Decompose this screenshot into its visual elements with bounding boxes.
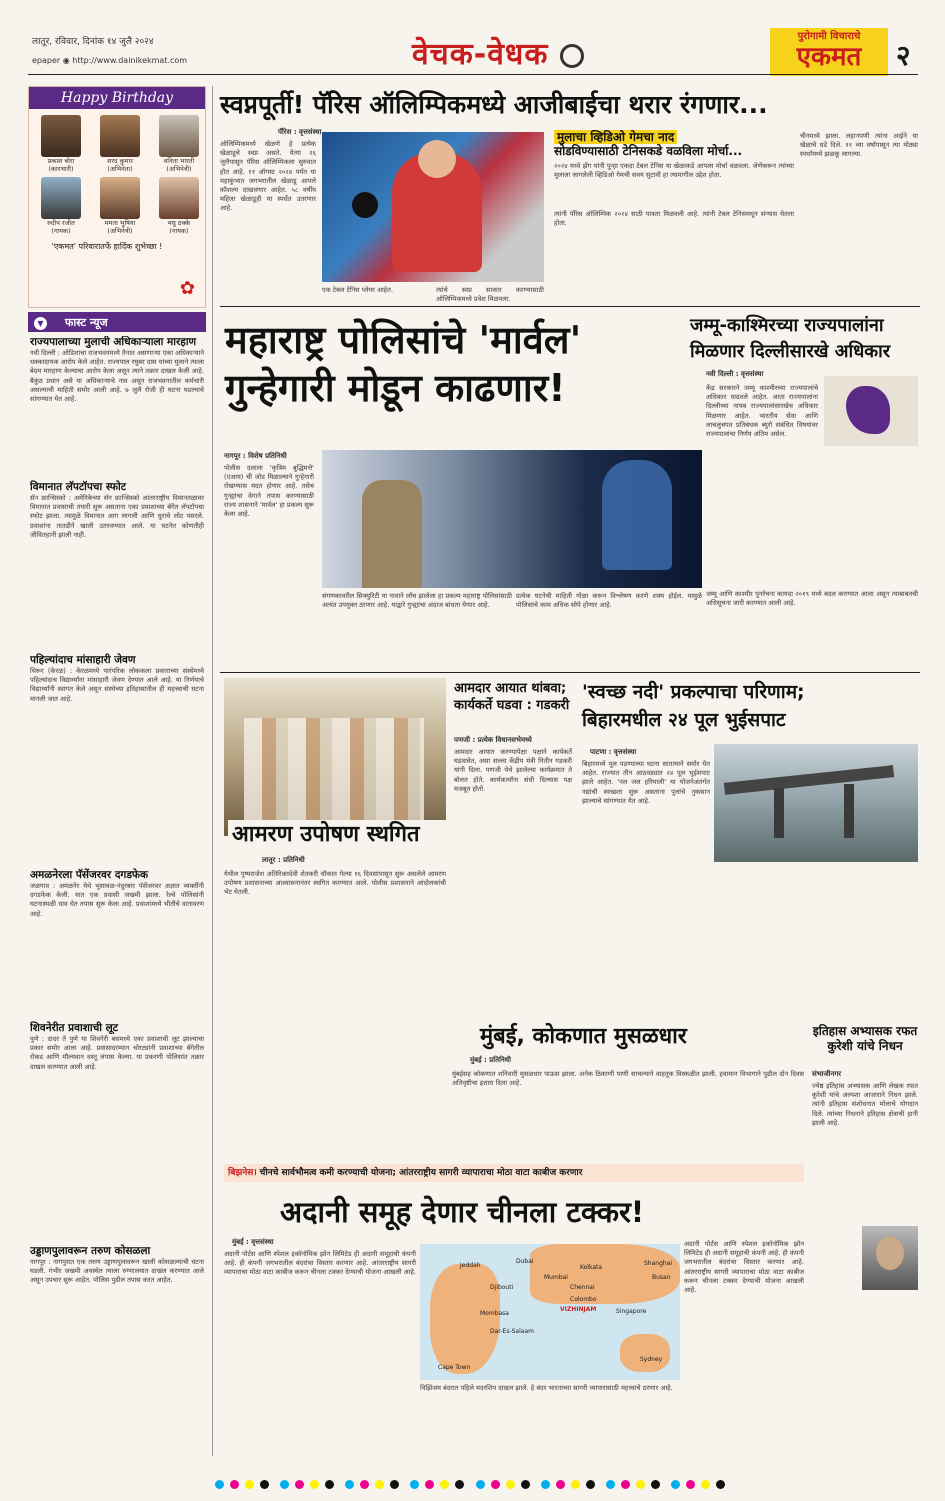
globe-icon: ◉ — [62, 56, 70, 65]
avatar — [159, 115, 199, 157]
africa-landmass — [430, 1264, 500, 1374]
marvel-body: प्रत्येक घटनेची माहिती गोळा करून विश्लेषण करणे शक्य होईल. यामुळे पोलिसांचे काम अधिक सोपे होणार आहे. — [516, 592, 702, 610]
map-label: Cape Town — [438, 1364, 471, 1371]
map-label: Colombo — [570, 1296, 597, 1303]
news-body: सॅन फ्रान्सिस्को : अमेरिकेच्या सॅन फ्रान्सिस्को आंतरराष्ट्रीय विमानतळावर विमानात प्रवासाची तयारी सुरू असताना एका प्रवाशाच्या बॅगेत लॅपटॉपचा स्फोट झाला. त्यामुळे विमानात आग लागली आणि धुराचे लोट पसरले. प्रवाशांना तातडीने खाली उतरवण्यात आले. या घटनेत कोणतीही जीवितहानी झाली नाही. — [30, 494, 204, 539]
bihar-dateline: पाटणा : वृत्तसंस्था — [590, 748, 637, 756]
person-role: (अभिनेता) — [107, 165, 133, 173]
player-head — [418, 140, 456, 178]
avatar — [100, 115, 140, 157]
bridge-pillar — [844, 784, 854, 838]
birthday-person — [92, 115, 148, 173]
kicker-line-a: मुलाचा व्हिडिओ गेमचा नाद — [554, 130, 677, 144]
map-label: Mumbai — [544, 1274, 568, 1281]
olympics-body: त्यांनी पॅरिस ऑलिम्पिक २०२४ साठी पात्रता मिळवली आहे. त्यांनी टेबल टेनिसमधून संन्यास घेतला होता. — [554, 210, 794, 228]
fast-news-header — [28, 312, 206, 332]
rain-headline: मुंबई, कोकणात मुसळधार — [480, 1024, 687, 1049]
kicker-body: २०२४ मध्ये झेंग यांनी पुन्हा एकदा टेबल टेनिस या खेळाकडे आपला मोर्चा वळवला. जेणेकरून त्यांच्या मुलाला लागलेली व्हिडिओ गेमची सवय सुटावी हा त्यामागील उद्देश होता. — [554, 162, 794, 180]
marvel-body: पोलीस दलाला 'कृत्रिम बुद्धिमत्ते' (एआय) ची जोड मिळाल्याने गुन्हेगारी रोखण्यास मदत होणार आहे. तसेच गुन्ह्यांचा वेगाने तपास करण्यासाठी राज्य शासनाने 'मार्वल' हा प्रकल्प सुरू केला आहे. — [224, 464, 314, 519]
jk-headline-1: जम्मू-काश्मिरच्या राज्यपालांना — [690, 315, 884, 336]
news-title: विमानात लॅपटॉपचा स्फोट — [30, 481, 127, 493]
qureshi-dateline: संभाजीनगर — [812, 1070, 842, 1078]
birthday-person — [33, 177, 89, 235]
business-body: विझिंजम बंदरात पहिले मदरशिप दाखल झाले. हे बंदर भारताच्या सागरी व्यापारासाठी महत्त्वाचे ठरणार आहे. — [420, 1384, 673, 1392]
map-label: Sydney — [640, 1356, 663, 1363]
website-link[interactable]: http://www.dainikekmat.com — [72, 56, 188, 65]
business-strap-text: चीनचे सार्वभौमत्व कमी करण्याची योजना; आंतरराष्ट्रीय सागरी व्यापाराचा मोठा वाटा काबीज करणार — [259, 1168, 583, 1178]
hunger-dateline: लातूर : प्रतिनिधी — [262, 856, 305, 864]
marvel-body: संगणकावरील सिक्युरिटी या नावाने लाँच झालेला हा प्रकल्प महाराष्ट्र पोलिसांसाठी अत्यंत उपयुक्त ठरणार आहे. याद्वारे गुन्ह्यांचा अंदाज बांधता येणार आहे. — [322, 592, 512, 610]
qureshi-body: ज्येष्ठ इतिहास अभ्यासक आणि लेखक रफत कुरेशी यांचे अल्पशा आजाराने निधन झाले. त्यांनी इतिहास संशोधनात मोलाचे योगदान दिले. त्यांच्या निधनाने इतिहास क्षेत्राची हानी झाली आहे. — [812, 1082, 918, 1127]
page-number: २ — [896, 39, 911, 72]
hunger-headline: आमरण उपोषण स्थगित — [228, 820, 448, 850]
rain-body: मुंबईसह कोकणात शनिवारी मुसळधार पाऊस झाला. अनेक ठिकाणी पाणी साचल्याने वाहतूक विस्कळीत झाली. हवामान विभागाने पुढील दोन दिवस अतिवृष्टीचा इशारा दिला आहे. — [452, 1070, 804, 1088]
news-title: पहिल्यांदाच मांसाहारी जेवण — [30, 654, 136, 666]
bihar-headline-1: 'स्वच्छ नदी' प्रकल्पाचा परिणाम; — [582, 681, 805, 703]
qureshi-headline: इतिहास अभ्यासक रफत कुरेशी यांचे निधन — [812, 1024, 918, 1053]
person-name: प्रकाश बोरा — [47, 157, 75, 165]
person-role: (अभिनेत्री) — [107, 227, 133, 235]
news-body: नागपूर : नागपुरात एक तरुण उड्डाणपुलावरून खाली कोसळल्याची घटना घडली. गंभीर जखमी अवस्थेत त्याला रुग्णालयात दाखल करण्यात आले असून उपचार सुरू आहेत. पोलिस पुढील तपास करत आहेत. — [30, 1258, 204, 1285]
portrait-face — [876, 1236, 904, 1270]
jk-dateline: नवी दिल्ली : वृत्तसंस्था — [706, 370, 764, 378]
birthday-title: Happy Birthday — [29, 87, 205, 109]
olympics-kicker — [554, 130, 794, 158]
bridge-deck — [724, 765, 894, 795]
birthday-person — [151, 115, 207, 173]
person-role: (अभिनेत्री) — [166, 165, 192, 173]
bihar-headline-2: बिहारमधील २४ पूल भुईसपाट — [582, 709, 786, 731]
map-label: Mombasa — [480, 1310, 509, 1317]
avatar — [159, 177, 199, 219]
map-shape — [846, 386, 890, 434]
section-title-b: वेधक — [487, 37, 549, 72]
jk-body: जम्मू आणि काश्मीर पुनर्रचना कायदा २०१९ मध्ये बदल करण्यात आला असून त्याबाबतची अधिसूचना जारी करण्यात आली आहे. — [706, 590, 918, 608]
epaper-label: epaper — [32, 56, 61, 65]
map-label: Busan — [652, 1274, 671, 1281]
birthday-box — [28, 86, 206, 308]
business-label: बिझनेस। — [228, 1168, 257, 1178]
jk-map — [824, 376, 918, 446]
person-name: मधु ठक्के — [167, 219, 191, 227]
news-title: उड्डाणपुलावरून तरुण कोसळला — [30, 1245, 151, 1257]
robot-figure — [602, 460, 672, 570]
birthday-person — [33, 115, 89, 173]
brand-logo: एकमत — [796, 42, 862, 72]
business-body: अदानी पोर्टस आणि स्पेशल इकॉनॉमिक झोन लिमिटेड ही अदानी समूहाची कंपनी आहे. ही कंपनी जगभरातील बंदरांचा विस्तार करणार आहे. आंतरराष्ट्रीय सागरी व्यापाराचा मोठा वाटा काबीज करून चीनला टक्कर देण्याची योजना आखली आहे. — [684, 1240, 804, 1295]
business-dateline: मुंबई : वृत्तसंस्था — [232, 1238, 274, 1246]
column-divider — [212, 86, 213, 1456]
kicker-line-b: सोडविण्यासाठी टेनिसकडे वळविला मोर्चा... — [554, 144, 743, 158]
avatar — [100, 177, 140, 219]
person-role: (कारभारी) — [48, 165, 74, 173]
epaper-line — [32, 56, 187, 66]
hunger-body: येथील पुष्पराजेश अतिरिक्तदेवी शेतकरी चौकात गेल्या १६ दिवसांपासून सुरू असलेले आमरण उपोषण प्रशासनाच्या आश्वासनानंतर स्थगित करण्यात आले. पोलीस प्रशासनाने आंदोलकांची भेट घेतली. — [224, 870, 446, 897]
australia-landmass — [620, 1334, 670, 1372]
cmyk-registration-bar — [40, 1474, 900, 1488]
qureshi-photo — [862, 1226, 918, 1290]
avatar — [41, 115, 81, 157]
chevron-down-icon: ▼ — [34, 317, 47, 330]
marvel-headline-2: गुन्हेगारी मोडून काढणार! — [225, 366, 566, 410]
marvel-headline-1: महाराष्ट्र पोलिसांचे 'मार्वल' — [225, 318, 582, 362]
masthead-rule — [28, 74, 918, 75]
map-label: Kolkata — [580, 1264, 603, 1271]
brand-tagline: पुरोगामी विचाराचे — [797, 31, 861, 42]
mla-dateline: पणजी : प्रत्येक विधानसभेमध्ये — [454, 736, 532, 744]
birthday-grid — [29, 109, 205, 241]
news-body: नवी दिल्ली : ओडिशाचा राजभवनमध्ये तैनात असणाऱ्या एका अधिकाऱ्याने धक्कादायक आरोप केले आहेत. राज्यपाल रघुबर दास यांच्या मुलाने त्याला बेदम मारहाण केल्याचा आरोप केला असून त्याने तक्रार दाखल केली आहे. बैकुंठ प्रधान असे या अधिकाऱ्याचे नाव असून राजभवनातील कर्मचारी असल्याची माहिती समोर आली आहे. ७ जुलै रोजी ही घटना घडल्याचे सांगण्यात येत आहे. — [30, 349, 204, 404]
officer-figure — [362, 480, 422, 588]
olympics-dateline: पॅरिस : वृत्तसंस्था — [278, 128, 322, 136]
business-body: अदानी पोर्टस आणि स्पेशल इकॉनॉमिक झोन लिमिटेड ही अदानी समूहाची कंपनी आहे. ही कंपनी जगभरातील बंदरांचा विस्तार करणार आहे. आंतरराष्ट्रीय सागरी व्यापाराचा मोठा वाटा काबीज करून चीनला टक्कर देण्याची योजना आखली आहे. — [224, 1250, 416, 1277]
birthday-person — [92, 177, 148, 235]
map-label: Djibouti — [490, 1284, 514, 1291]
map-label: VIZHINJAM — [560, 1306, 597, 1313]
news-title: शिवनेरीत प्रवाशाची लूट — [30, 1022, 119, 1034]
dateline: लातूर, रविवार, दिनांक १४ जुलै २०२४ — [32, 37, 154, 47]
birthday-wish: 'एकमत' परिवारातर्फे हार्दिक शुभेच्छा ! — [51, 242, 163, 251]
news-body: पुणे : दादर ते पुणे या शिवनेरी बसमध्ये एका प्रवाशाची लूट झाल्याचा प्रकार समोर आला आहे. प्रवासादरम्यान चोरट्यांनी प्रवाशाच्या बॅगेतील रोकड आणि मौल्यवान वस्तू लंपास केल्या. या प्रकरणी पोलिसांत तक्रार दाखल करण्यात आली आहे. — [30, 1035, 204, 1071]
marvel-photo — [322, 450, 702, 588]
brand-box — [770, 28, 888, 76]
mla-headline: आमदार आयात थांबवा; कार्यकर्ते घडवा : गडकरी — [454, 681, 570, 713]
bridge-pillar — [774, 788, 784, 838]
map-label: Singapore — [616, 1308, 647, 1315]
map-label: Chennai — [570, 1284, 595, 1291]
person-name: शरद कुमार — [107, 157, 133, 165]
birthday-person — [151, 177, 207, 235]
crowd-figure — [244, 718, 424, 828]
marvel-dateline: नागपूर : विशेष प्रतिनिधी — [224, 452, 287, 460]
person-name: रुदीप रजीत — [47, 219, 75, 227]
news-body: थिरूर (केरळ) : केरळमध्ये पारंपरिक लोककला प्रकाराच्या संस्थेमध्ये पहिल्यांदाच विद्यार्थ्यांना मांसाहारी जेवण देण्यात आले आहे. या निर्णयाचे विद्यार्थ्यांनी स्वागत केले असून संस्थेच्या इतिहासातील ही महत्त्वाची घटना मानली जात आहे. — [30, 667, 204, 703]
bihar-body: बिहारमध्ये पूल पडण्याच्या घटना सातत्याने समोर येत आहेत. राज्यात तीन आठवड्यांत २४ पूल भुईसपाट झाले आहेत. 'नल जल हरियाली' या योजनेअंतर्गत नद्यांची स्वच्छता सुरू असताना पुलांचे नुकसान झाल्याचे सांगण्यात येत आहे. — [582, 760, 710, 805]
jk-headline-2: मिळणार दिल्लीसारखे अधिकार — [690, 341, 891, 362]
section-divider — [220, 672, 920, 673]
person-name: ममता भुषिया — [104, 219, 136, 227]
section-title: वेचक-वेधक — [412, 32, 584, 73]
paddle-icon — [352, 192, 378, 218]
person-name: वनिता भारती — [163, 157, 195, 165]
bridge-photo — [714, 744, 918, 862]
map-label: Dubai — [516, 1258, 534, 1265]
news-title: अमळनेरला पॅसेंजरवर दगडफेक — [30, 869, 149, 881]
port-map — [420, 1244, 680, 1380]
protest-photo — [224, 678, 446, 836]
section-title-a: वेचक — [412, 37, 474, 72]
olympics-caption: एक टेबल टेनिस प्लेयर आहेत. — [322, 286, 394, 294]
person-role: (गायक) — [169, 227, 189, 235]
news-body: जळगाव : अमळनेर येथे भुसावळ-नंदुरबार पॅसेंजरवर अज्ञात व्यक्तींनी दगडफेक केली. यात एक प्रवासी जखमी झाला. रेल्वे पोलिसांनी घटनास्थळी धाव घेत तपास सुरू केला आहे. प्रवाशांमध्ये भीतीचे वातावरण आहे. — [30, 882, 204, 918]
olympics-photo — [322, 132, 544, 282]
olympics-body: त्यांचे स्वप्न साकार करण्यासाठी ऑलिम्पिकमध्ये प्रवेश मिळवला. — [436, 286, 544, 304]
mla-body: आमदार आयात करण्यापेक्षा पक्षाने कार्यकर्ते घडवावेत, असा सल्ला केंद्रीय मंत्री नितीन गडकरी यांनी दिला. पणजी येथे झालेल्या कार्यक्रमात ते बोलत होते. कार्यकर्त्यांना संधी दिल्यास पक्ष मजबूत होतो. — [454, 748, 572, 793]
map-label: Shanghai — [644, 1260, 673, 1267]
fast-news-title: फास्ट न्यूज — [64, 316, 108, 329]
business-headline: अदानी समूह देणार चीनला टक्कर! — [280, 1195, 645, 1229]
business-strap — [224, 1164, 804, 1182]
map-label: Dar-Es-Salaam — [490, 1328, 534, 1335]
rain-dateline: मुंबई : प्रतिनिधी — [470, 1056, 511, 1064]
avatar — [41, 177, 81, 219]
magnifier-icon — [560, 44, 584, 68]
olympics-headline: स्वप्नपूर्ती! पॅरिस ऑलिम्पिकमध्ये आजीबाईचा थरार रंगणार... — [220, 90, 768, 119]
olympics-body: चीनमध्ये झाला. लहानपणी त्यांना आईने या खेळाचे धडे दिले. ११ व्या वर्षापासून त्या मोठ्या स्पर्धांमध्ये झळकू लागल्या. — [800, 132, 918, 159]
olympics-body: ऑलिम्पिकमध्ये खेळणे हे प्रत्येक खेळाडूचे स्वप्न असते. येत्या २६ जुलैपासून पॅरिस ऑलिम्पिकला सुरुवात होत आहे. ११ ऑगस्ट २०२४ पर्यंत या महाकुंभात जगभरातील खेळाडू आपले कौशल्य दाखवणार आहेत. ५८ वर्षीय महिला खेळाडूही या स्पर्धेत उतरणार आहे. — [220, 140, 316, 213]
person-role: (गायक) — [51, 227, 71, 235]
news-title: राज्यपालाच्या मुलाची अधिकाऱ्याला मारहाण — [30, 336, 197, 348]
section-divider — [220, 306, 920, 307]
jk-body: केंद्र सरकारने जम्मू काश्मीरच्या राज्यपालांचे अधिकार वाढवले आहेत. आता राज्यपालांना दिल्लीच्या नायब राज्यपालांसारखेच अधिकार मिळणार आहेत. भारतीय सेवा आणि लाचलुचपत प्रतिबंधक ब्युरो संबंधित विषयांवर राज्यपालांचा निर्णय अंतिम असेल. — [706, 384, 818, 439]
flower-icon: ✿ — [179, 278, 195, 299]
map-label: Jeddah — [460, 1262, 481, 1269]
fast-news-list — [30, 336, 204, 1456]
